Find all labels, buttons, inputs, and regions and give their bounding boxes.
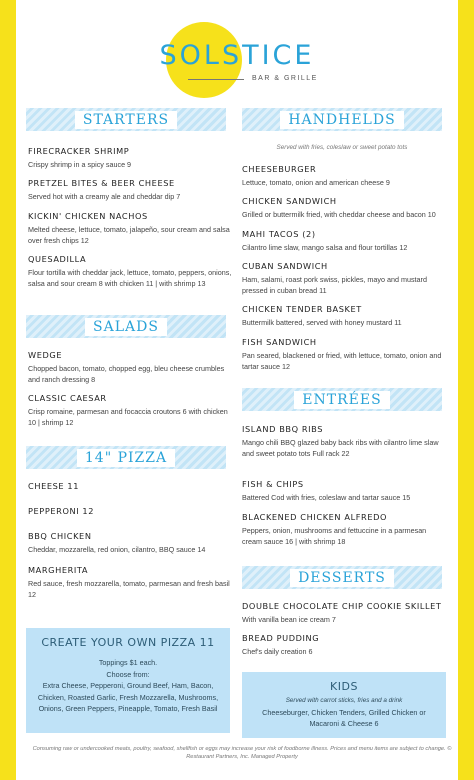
item-name: MAHI TACOS (2) [242,229,316,239]
create-pizza-line1: Toppings $1 each. [98,658,158,667]
create-pizza-toppings: Extra Cheese, Pepperoni, Ground Beef, Ham, Bacon, Chicken, Roasted Garlic, Fresh Mozzarella, Mushrooms, Onions, Green Peppers, Pineapple, Tomato, Fresh Basil [37,681,219,714]
salads-banner [26,315,226,338]
kids-box [242,672,446,738]
item-name: ISLAND BBQ RIBS [242,424,324,434]
item-desc: Lettuce, tomato, onion and american cheese 9 [242,178,390,187]
menu-item [242,196,447,220]
item-desc: Melted cheese, lettuce, tomato, jalapeño, sour cream and salsa over fresh chips 12 [28,225,230,246]
kids-title: KIDS [330,680,358,693]
menu-item [242,512,447,548]
item-name: BREAD PUDDING [242,633,320,643]
item-name: CUBAN SANDWICH [242,261,328,271]
item-desc: Chopped bacon, tomato, chopped egg, bleu cheese crumbles and ranch dressing 8 [28,364,225,385]
menu-item [242,261,447,297]
create-pizza-line2: Choose from: [106,669,150,679]
item-name: QUESADILLA [28,254,87,264]
pizza-heading: 14" PIZZA [77,449,175,467]
brand-tagline: BAR & GRILLE [252,75,318,82]
menu-item [28,393,233,429]
item-name: KICKIN' CHICKEN NACHOS [28,211,148,221]
item-desc: Ham, salami, roast pork swiss, pickles, mayo and mustard pressed in cuban bread 11 [242,275,427,296]
create-pizza-title: CREATE YOUR OWN PIZZA 11 [41,636,215,649]
item-desc: Battered Cod with fries, coleslaw and tartar sauce 15 [242,493,411,502]
item-desc: Crispy shrimp in a spicy sauce 9 [28,160,132,169]
item-desc: Cilantro lime slaw, mango salsa and flour tortillas 12 [242,243,408,252]
kids-items: Cheeseburger, Chicken Tenders, Grilled Chicken or Macaroni & Cheese 6 [262,707,426,729]
item-name: BBQ CHICKEN [28,531,92,541]
menu-item [28,178,233,202]
pizza-banner [26,446,226,469]
item-name: PEPPERONI 12 [28,506,95,516]
starters-banner [26,108,226,131]
item-desc: With vanilla bean ice cream 7 [242,615,336,624]
item-desc: Served hot with a creamy ale and cheddar dip 7 [28,192,181,201]
item-name: FIRECRACKER SHRIMP [28,146,130,156]
item-desc: Grilled or buttermilk fried, with cheddar cheese and bacon 10 [242,210,436,219]
item-name: CLASSIC CAESAR [28,393,107,403]
item-desc: Flour tortilla with cheddar jack, lettuce, tomato, peppers, onions, salsa and sour cream 8 with chicken 11 | with shrimp 13 [28,268,232,289]
entrees-heading: ENTRÉES [294,391,389,409]
item-name: FISH & CHIPS [242,479,304,489]
desserts-heading: DESSERTS [290,569,394,587]
handhelds-note: Served with fries, coleslaw or sweet potato tots [276,144,408,151]
create-your-own-pizza-box [26,628,230,733]
menu-item [28,146,233,170]
menu-item [242,601,454,625]
menu-item [242,304,447,328]
item-desc: Mango chili BBQ glazed baby back ribs with cilantro lime slaw and sweet potato tots Full rack 22 [242,438,439,459]
footer-disclaimer: Consuming raw or undercooked meats, poultry, seafood, shellfish or eggs may increase your risk of foodborne illness. Prices and menu items are subject to change. © Restaurant Partners, Inc. Managed Property [32,746,452,760]
item-name: DOUBLE CHOCOLATE CHIP COOKIE SKILLET [242,601,442,611]
menu-item [28,531,233,555]
salads-heading: SALADS [85,318,167,336]
kids-note: Served with carrot sticks, fries and a drink [285,697,403,704]
menu-sheet [16,0,458,780]
brand-name: SOLSTICE [159,40,315,71]
item-desc: Chef's daily creation 6 [242,647,313,656]
menu-item [242,479,447,503]
item-name: FISH SANDWICH [242,337,317,347]
item-desc: Cheddar, mozzarella, red onion, cilantro, BBQ sauce 14 [28,545,206,554]
item-name: CHICKEN TENDER BASKET [242,304,362,314]
item-desc: Peppers, onion, mushrooms and fettuccine in a parmesan cream sauce 16 | with shrimp 18 [242,526,427,547]
item-name: CHICKEN SANDWICH [242,196,337,206]
menu-item [242,424,447,460]
item-name: CHEESE 11 [28,481,80,491]
menu-item [28,254,233,290]
menu-item [242,164,447,188]
handhelds-heading: HANDHELDS [280,111,403,129]
menu-item [242,633,447,657]
menu-item [28,211,233,247]
handhelds-banner [242,108,442,131]
item-desc: Red sauce, fresh mozzarella, tomato, parmesan and fresh basil 12 [28,579,230,600]
item-name: CHEESEBURGER [242,164,317,174]
menu-item [28,506,233,519]
menu-item [28,565,233,601]
brand-divider [188,79,244,80]
entrees-banner [242,388,442,411]
item-name: BLACKENED CHICKEN ALFREDO [242,512,388,522]
desserts-banner [242,566,442,589]
menu-item [28,481,233,494]
item-desc: Crisp romaine, parmesan and focaccia croutons 6 with chicken 10 | shrimp 12 [28,407,228,428]
item-name: PRETZEL BITES & BEER CHEESE [28,178,175,188]
menu-item [242,337,447,373]
item-desc: Pan seared, blackened or fried, with lettuce, tomato, onion and tartar sauce 12 [242,351,442,372]
item-name: WEDGE [28,350,63,360]
starters-heading: STARTERS [75,111,177,129]
menu-item [28,350,233,386]
item-name: MARGHERITA [28,565,89,575]
item-desc: Buttermilk battered, served with honey mustard 11 [242,318,402,327]
menu-item [242,229,447,253]
